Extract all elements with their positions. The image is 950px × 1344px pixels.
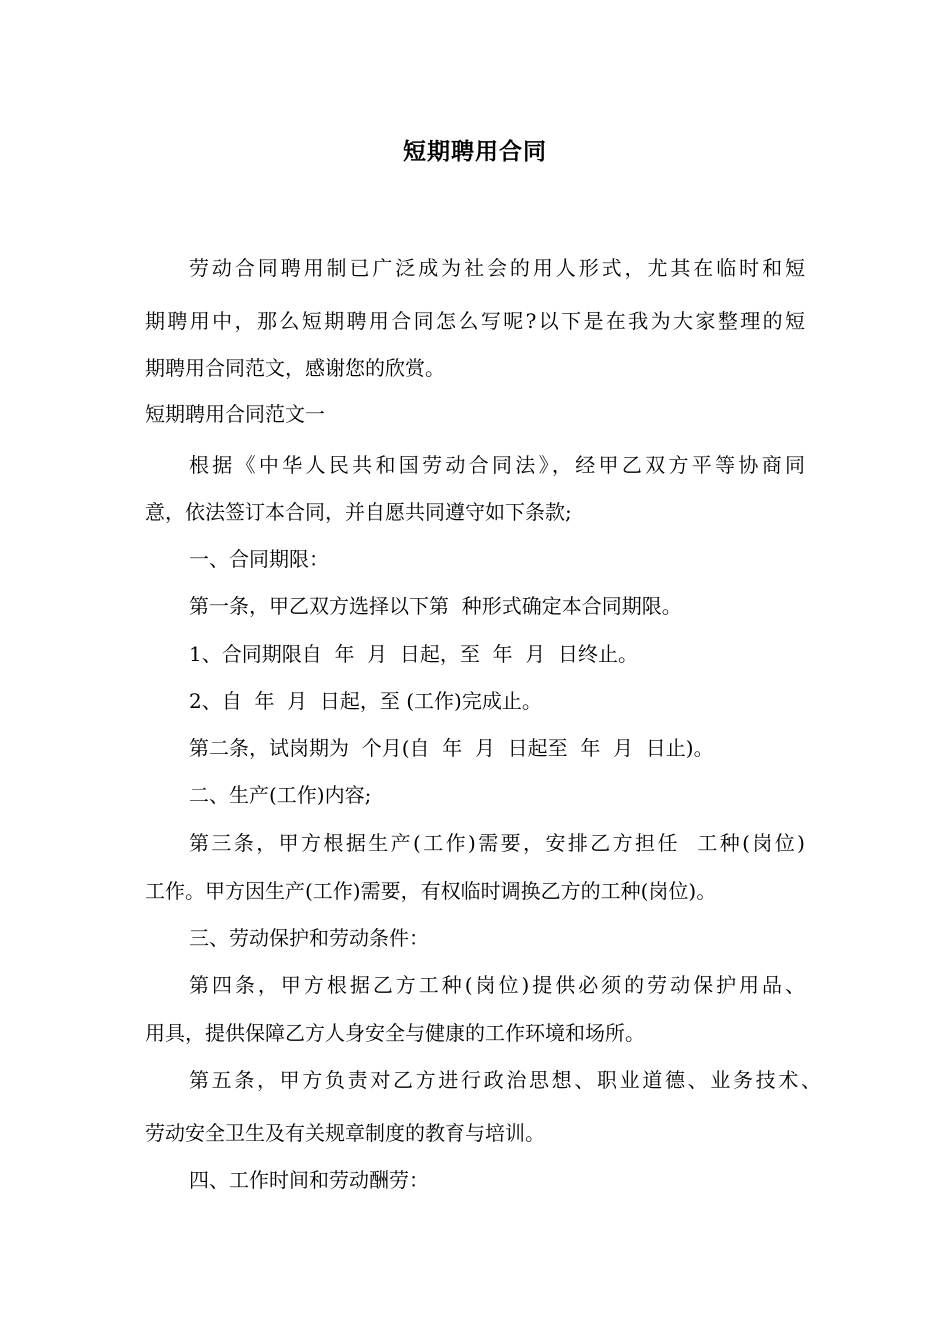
paragraph-line: 1、合同期限自 年 月 日起，至 年 月 日终止。 — [189, 642, 639, 666]
clause-heading: 一、合同期限： — [189, 547, 329, 571]
paragraph-line: 用具，提供保障乙方人身安全与健康的工作环境和场所。 — [145, 1021, 645, 1045]
paragraph-line: 意，依法签订本合同，并自愿共同遵守如下条款; — [145, 500, 572, 524]
document-title: 短期聘用合同 — [403, 139, 547, 165]
paragraph-line: 根据《中华人民共和国劳动合同法》，经甲乙双方平等协商同 — [189, 453, 805, 477]
section-heading: 短期聘用合同范文一 — [145, 402, 325, 426]
clause-heading: 四、工作时间和劳动酬劳： — [189, 1168, 429, 1192]
paragraph-line: 劳动合同聘用制已广泛成为社会的用人形式，尤其在临时和短 — [189, 256, 805, 280]
clause-heading: 二、生产(工作)内容; — [189, 783, 372, 807]
paragraph-line: 第四条，甲方根据乙方工种(岗位)提供必须的劳动保护用品、 — [189, 973, 805, 997]
paragraph-line: 第二条，试岗期为 个月(自 年 月 日起至 年 月 日止)。 — [189, 736, 714, 760]
paragraph-line: 2、自 年 月 日起，至 (工作)完成止。 — [189, 689, 542, 713]
paragraph-line: 第三条，甲方根据生产(工作)需要，安排乙方担任 工种(岗位) — [189, 831, 805, 855]
clause-heading: 三、劳动保护和劳动条件： — [189, 926, 429, 950]
paragraph-line: 第五条，甲方负责对乙方进行政治思想、职业道德、业务技术、 — [189, 1068, 821, 1092]
paragraph-line: 第一条，甲乙双方选择以下第 种形式确定本合同期限。 — [189, 594, 682, 618]
paragraph-line: 劳动安全卫生及有关规章制度的教育与培训。 — [145, 1121, 545, 1145]
paragraph-line: 期聘用中，那么短期聘用合同怎么写呢?以下是在我为大家整理的短 — [145, 309, 805, 333]
paragraph-line: 工作。甲方因生产(工作)需要，有权临时调换乙方的工种(岗位)。 — [145, 879, 717, 903]
paragraph-line: 期聘用合同范文，感谢您的欣赏。 — [145, 356, 445, 380]
